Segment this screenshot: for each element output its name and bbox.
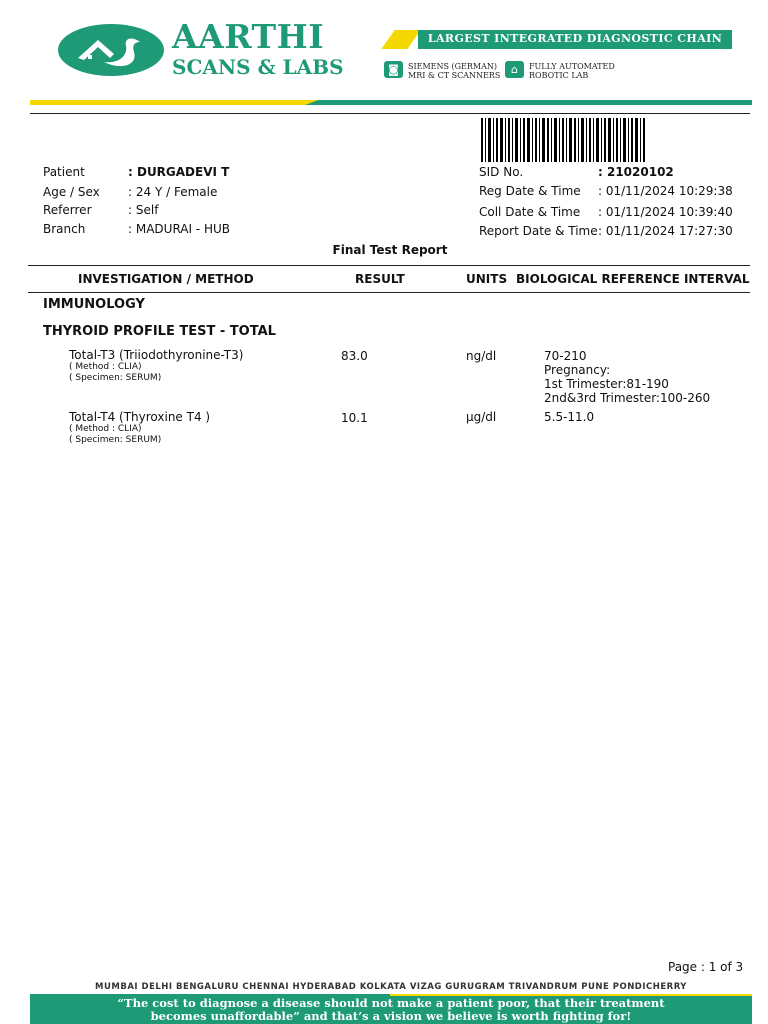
table-header-bottom-rule — [28, 292, 750, 293]
header-green-rule — [305, 100, 752, 105]
referrer-value: : Self — [128, 203, 159, 217]
test-units: ng/dl — [466, 349, 497, 363]
feature-scanners-line1: SIEMENS (GERMAN) — [408, 62, 497, 71]
robotic-lab-icon: ⌂ — [505, 61, 524, 78]
referrer-label: Referrer — [43, 203, 92, 217]
test-reference — [544, 349, 710, 405]
test-units: µg/dl — [466, 410, 497, 424]
report-date-value: : 01/11/2024 17:27:30 — [598, 224, 733, 238]
feature-scanners — [408, 62, 500, 80]
test-name: Total-T3 (Triiodothyronine-T3) — [69, 348, 244, 362]
reference-line: 5.5-11.0 — [544, 410, 595, 424]
panel-heading: THYROID PROFILE TEST - TOTAL — [43, 324, 276, 339]
report-date-label: Report Date & Time — [479, 224, 598, 238]
department-heading: IMMUNOLOGY — [43, 297, 145, 312]
branch-label: Branch — [43, 222, 86, 236]
feature-robotic-line1: FULLY AUTOMATED — [529, 62, 615, 71]
patient-label: Patient — [43, 165, 85, 179]
reg-date-value: : 01/11/2024 10:29:38 — [598, 184, 733, 198]
test-method: ( Method : CLIA) — [69, 424, 142, 434]
footer-quote-line1: “The cost to diagnose a disease should not make a patient poor, that their treatment — [117, 996, 665, 1010]
footer-quote — [30, 997, 752, 1023]
header-yellow-rule — [30, 100, 320, 105]
aarthi-logo — [58, 24, 164, 76]
reference-line: Pregnancy: — [544, 363, 611, 377]
feature-robotic-line2: ROBOTIC LAB — [529, 71, 589, 80]
table-header-top-rule — [28, 265, 750, 266]
house-logo-icon — [58, 24, 164, 76]
coll-date-label: Coll Date & Time — [479, 205, 581, 219]
page-number: Page : 1 of 3 — [668, 960, 744, 974]
reference-line: 70-210 — [544, 349, 587, 363]
test-result: 10.1 — [341, 411, 368, 425]
table-row — [69, 410, 210, 446]
report-title: Final Test Report — [332, 243, 448, 257]
column-header-result: RESULT — [355, 272, 405, 286]
test-specimen: ( Specimen: SERUM) — [69, 435, 162, 445]
branch-cities: MUMBAI DELHI BENGALURU CHENNAI HYDERABAD KOLKATA VIZAG GURUGRAM TRIVANDRUM PUNE PONDICHERRY — [95, 982, 687, 992]
test-name: Total-T4 (Thyroxine T4 ) — [69, 410, 211, 424]
tagline-accent-stripe — [381, 30, 420, 49]
sid-label: SID No. — [479, 165, 524, 179]
reference-line: 1st Trimester:81-190 — [544, 377, 669, 391]
test-reference — [544, 410, 594, 424]
scanner-icon: ◙ — [384, 61, 403, 78]
barcode — [481, 118, 645, 162]
column-header-units: UNITS — [466, 272, 508, 286]
reg-date-label: Reg Date & Time — [479, 184, 581, 198]
sid-value: : 21020102 — [598, 165, 674, 179]
branch-value: : MADURAI - HUB — [128, 222, 231, 236]
column-header-reference: BIOLOGICAL REFERENCE INTERVAL — [516, 272, 750, 286]
age-sex-value: : 24 Y / Female — [128, 185, 218, 199]
brand-subtitle: SCANS & LABS — [172, 55, 344, 79]
test-result: 83.0 — [341, 349, 368, 363]
footer-quote-line2: becomes unaffordable” and that’s a vision we believe is worth fighting for! — [150, 1009, 632, 1023]
table-row — [69, 348, 243, 384]
top-divider — [30, 113, 750, 114]
tagline: LARGEST INTEGRATED DIAGNOSTIC CHAIN — [427, 32, 723, 45]
coll-date-value: : 01/11/2024 10:39:40 — [598, 205, 733, 219]
feature-robotic-lab — [529, 62, 615, 80]
column-header-investigation: INVESTIGATION / METHOD — [78, 272, 254, 286]
feature-scanners-line2: MRI & CT SCANNERS — [408, 71, 501, 80]
brand-name: AARTHI — [172, 17, 325, 56]
age-sex-label: Age / Sex — [43, 185, 100, 199]
test-specimen: ( Specimen: SERUM) — [69, 373, 162, 383]
reference-line: 2nd&3rd Trimester:100-260 — [544, 391, 711, 405]
patient-name: : DURGADEVI T — [128, 165, 230, 179]
test-method: ( Method : CLIA) — [69, 362, 142, 372]
